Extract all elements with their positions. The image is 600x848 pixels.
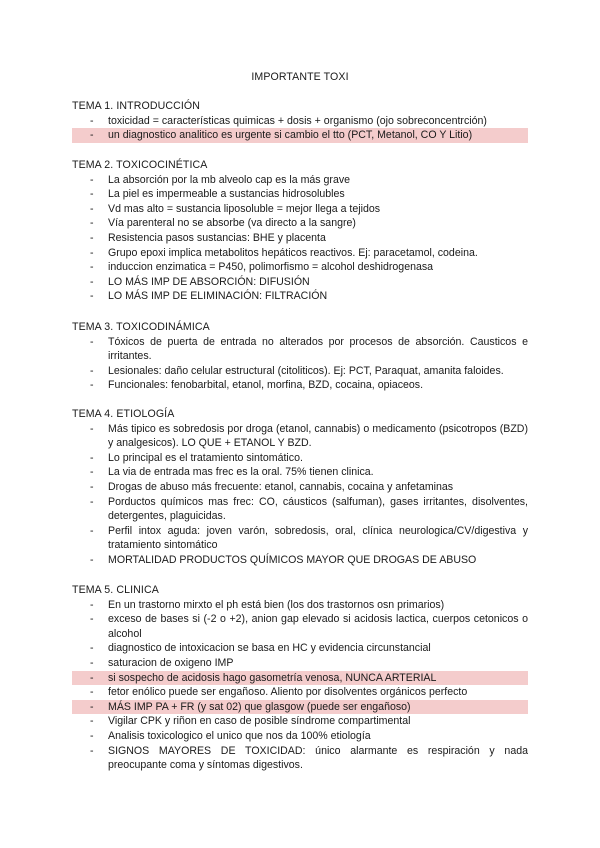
list-item [72, 480, 528, 495]
list-item-text: Porductos químicos mas frec: CO, cáusticos (salfuman), gases irritantes, disolventes, detergentes, plaguicidas. [108, 495, 528, 523]
list-item-text: LO MÁS IMP DE ABSORCIÓN: DIFUSIÓN [108, 275, 310, 288]
section-tema-2 [72, 158, 528, 304]
section-heading: TEMA 4. ETIOLOGÍA [72, 408, 175, 420]
list-item-text: MÁS IMP PA + FR (y sat 02) que glasgow (puede ser engañoso) [108, 700, 411, 713]
bullet-dash: - [90, 129, 94, 142]
list-item-text: LO MÁS IMP DE ELIMINACIÓN: FILTRACIÓN [108, 290, 328, 303]
bullet-list [72, 422, 528, 568]
bullet-list [72, 173, 528, 304]
list-item [72, 744, 528, 773]
list-item-text: La via de entrada mas frec es la oral. 75% tienen clinica. [108, 466, 374, 479]
list-item [72, 641, 528, 656]
list-item [72, 216, 528, 231]
list-item-text: exceso de bases si (-2 o +2), anion gap elevado si acidosis lactica, cuerpos cetonicos o alcohol [108, 613, 528, 640]
list-item-text: Resistencia pasos sustancias: BHE y placenta [108, 231, 326, 244]
document-title: IMPORTANTE TOXI [251, 71, 349, 83]
list-item-text: Perfil intox aguda: joven varón, sobredosis, oral, clínica neurologica/CV/digestiva y tratamiento sintomático [108, 524, 528, 552]
section-heading: TEMA 1. INTRODUCCIÓN [72, 100, 200, 112]
bullet-dash: - [90, 451, 94, 464]
list-item [72, 289, 528, 304]
list-item-text: toxicidad = características quimicas + dosis + organismo (ojo sobreconcentrción) [108, 114, 487, 127]
list-item [72, 231, 528, 246]
list-item-text: Vigilar CPK y riñon en caso de posible síndrome compartimental [108, 715, 411, 728]
list-item [72, 656, 528, 671]
list-item-text: Drogas de abuso más frecuente: etanol, cannabis, cocaina y anfetaminas [108, 480, 454, 493]
list-item-text: Vía parenteral no se absorbe (va directo a la sangre) [108, 217, 356, 230]
list-item-text: La piel es impermeable a sustancias hidrosolubles [108, 188, 345, 201]
list-item-text: diagnostico de intoxicacion se basa en HC y evidencia circunstancial [108, 642, 431, 655]
list-item-text: Más tipico es sobredosis por droga (etanol, cannabis) o medicamento (psicotropos (BZD) y analgesicos). LO QUE + ETANOL Y BZD. [108, 422, 528, 450]
list-item-text: Analisis toxicologico el unico que nos da 100% etiología [108, 729, 371, 742]
bullet-dash: - [90, 246, 94, 259]
section-heading: TEMA 2. TOXICOCINÉTICA [72, 159, 208, 171]
bullet-dash: - [90, 598, 94, 611]
section-tema-3 [72, 320, 528, 393]
list-item [72, 553, 528, 568]
bullet-dash: - [90, 671, 94, 684]
list-item [72, 685, 528, 700]
list-item [72, 495, 528, 524]
bullet-dash: - [90, 422, 94, 435]
bullet-dash: - [90, 188, 94, 201]
list-item [72, 173, 528, 188]
section-tema-4 [72, 407, 528, 568]
list-item-text: La absorción por la mb alveolo cap es la más grave [108, 173, 351, 186]
bullet-dash: - [90, 686, 94, 699]
list-item [72, 714, 528, 729]
list-item-text: saturacion de oxigeno IMP [108, 656, 234, 669]
bullet-dash: - [90, 715, 94, 728]
bullet-dash: - [90, 261, 94, 274]
bullet-dash: - [90, 231, 94, 244]
bullet-dash: - [90, 700, 94, 713]
list-item-text: si sospecho de acidosis hago gasometría venosa, NUNCA ARTERIAL [108, 671, 437, 684]
list-item [72, 729, 528, 744]
list-item-text: MORTALIDAD PRODUCTOS QUÍMICOS MAYOR QUE DROGAS DE ABUSO [108, 553, 477, 566]
list-item [72, 364, 528, 379]
bullet-dash: - [90, 729, 94, 742]
section-heading: TEMA 3. TOXICODINÁMICA [72, 321, 210, 333]
bullet-dash: - [90, 480, 94, 493]
list-item-text: un diagnostico analitico es urgente si cambio el tto (PCT, Metanol, CO Y Litio) [108, 129, 473, 142]
list-item [72, 187, 528, 202]
bullet-dash: - [90, 364, 94, 377]
bullet-dash: - [90, 173, 94, 186]
list-item [72, 451, 528, 466]
list-item [72, 246, 528, 261]
list-item-text: Vd mas alto = sustancia liposoluble = mejor llega a tejidos [108, 202, 381, 215]
bullet-list [72, 114, 528, 143]
list-item-highlighted [72, 128, 528, 143]
list-item-text: Lesionales: daño celular estructural (citoliticos). Ej: PCT, Paraquat, amanita faloides. [108, 364, 504, 377]
list-item [72, 612, 528, 641]
list-item [72, 465, 528, 480]
list-item [72, 275, 528, 290]
section-tema-1 [72, 99, 528, 143]
list-item-text: SIGNOS MAYORES DE TOXICIDAD: único alarmante es respiración y nada preocupante coma y síntomas digestivos. [108, 744, 528, 772]
bullet-dash: - [90, 114, 94, 127]
list-item [72, 260, 528, 275]
section-heading: TEMA 5. CLINICA [72, 584, 159, 596]
list-item [72, 422, 528, 451]
list-item-text: fetor enólico puede ser engañoso. Aliento por disolventes orgánicos perfecto [108, 686, 468, 699]
list-item-text: Funcionales: fenobarbital, etanol, morfina, BZD, cocaina, opiaceos. [108, 379, 424, 392]
bullet-dash: - [90, 202, 94, 215]
bullet-dash: - [90, 613, 94, 626]
bullet-dash: - [90, 275, 94, 288]
bullet-dash: - [90, 744, 94, 757]
list-item-highlighted [72, 700, 528, 715]
list-item-text: Tóxicos de puerta de entrada no alterados por procesos de absorción. Causticos e irritantes. [108, 335, 528, 363]
list-item-highlighted [72, 671, 528, 686]
list-item-text: En un trastorno mirxto el ph está bien (los dos trastornos osn primarios) [108, 598, 445, 611]
list-item [72, 202, 528, 217]
bullet-dash: - [90, 335, 94, 348]
list-item-text: Grupo epoxi implica metabolitos hepáticos reactivos. Ej: paracetamol, codeina. [108, 246, 478, 259]
bullet-dash: - [90, 379, 94, 392]
list-item-text: induccion enzimatica = P450, polimorfismo = alcohol deshidrogenasa [108, 261, 434, 274]
bullet-list [72, 598, 528, 773]
list-item [72, 114, 528, 129]
section-tema-5 [72, 583, 528, 773]
bullet-dash: - [90, 524, 94, 537]
bullet-dash: - [90, 642, 94, 655]
list-item [72, 524, 528, 553]
list-item [72, 335, 528, 364]
list-item [72, 378, 528, 393]
bullet-dash: - [90, 553, 94, 566]
bullet-dash: - [90, 290, 94, 303]
list-item [72, 598, 528, 613]
bullet-dash: - [90, 656, 94, 669]
bullet-dash: - [90, 495, 94, 508]
bullet-dash: - [90, 217, 94, 230]
list-item-text: Lo principal es el tratamiento sintomático. [108, 451, 303, 464]
bullet-dash: - [90, 466, 94, 479]
bullet-list [72, 335, 528, 393]
